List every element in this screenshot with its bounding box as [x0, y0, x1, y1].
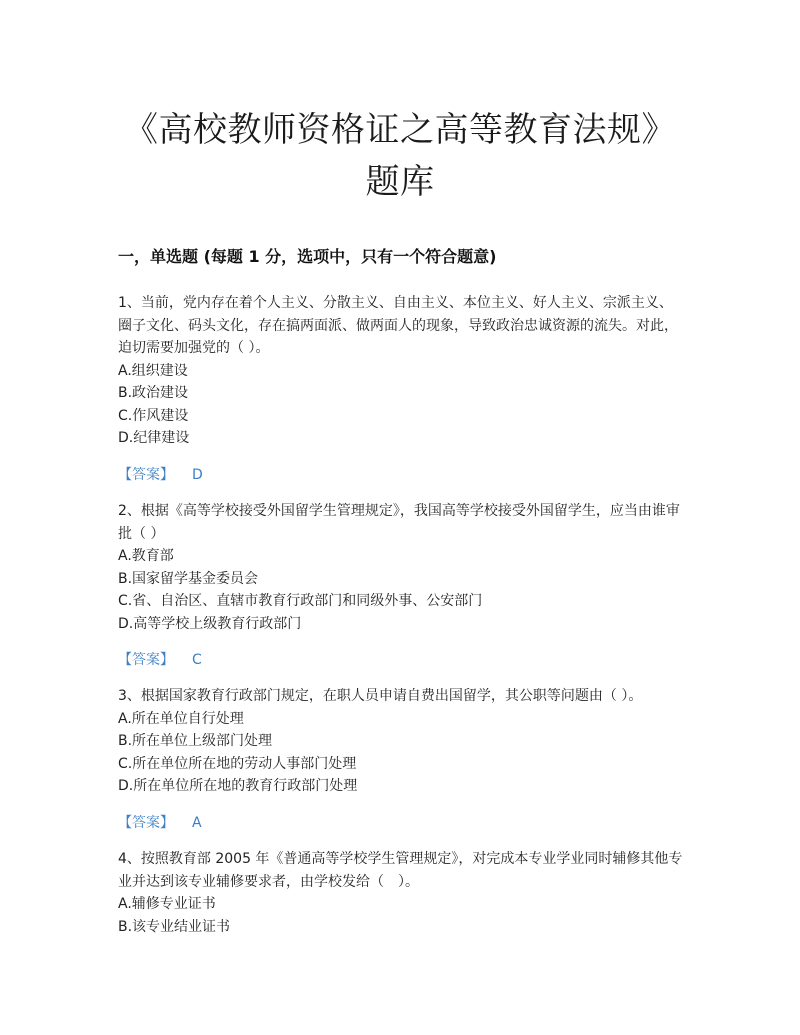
- question-text: 1、当前，党内存在着个人主义、分散主义、自由主义、本位主义、好人主义、宗派主义、圈子文化、码头文化，存在搞两面派、做两面人的现象，导致政治忠诚资源的流失。对此，迫切需要加强党的（ ）。: [118, 295, 678, 356]
- option-a: A.组织建设: [118, 362, 188, 379]
- option-b: B.政治建设: [118, 385, 189, 401]
- answer-2: [118, 649, 202, 671]
- question-2: [118, 500, 686, 635]
- question-text: 4、按照教育部 2005 年《普通高等学校学生管理规定》，对完成本专业学业同时辅修其他专业并达到该专业辅修要求者，由学校发给（ ）。: [118, 851, 683, 890]
- document-title-line1: 《高校教师资格证之高等教育法规》: [124, 110, 676, 150]
- question-text: 3、根据国家教育行政部门规定，在职人员申请自费出国留学，其公职等问题由（ ）。: [118, 688, 643, 704]
- answer-label: 【答案】: [118, 652, 174, 668]
- answer-3: [118, 812, 202, 834]
- question-1: [118, 292, 686, 450]
- option-d: D.所在单位所在地的教育行政部门处理: [118, 778, 358, 794]
- option-d: D.高等学校上级教育行政部门: [118, 615, 302, 632]
- answer-1: [118, 464, 203, 486]
- option-a: A.辅修专业证书: [118, 896, 216, 912]
- option-d: D.纪律建设: [118, 430, 190, 446]
- document-title-line2: 题库: [365, 162, 435, 202]
- option-b: B.该专业结业证书: [118, 918, 231, 935]
- question-4: [118, 848, 686, 938]
- question-3: [118, 685, 686, 798]
- option-c: C.作风建设: [118, 407, 189, 424]
- answer-value: C: [192, 652, 202, 668]
- answer-label: 【答案】: [118, 467, 174, 483]
- answer-value: A: [192, 815, 202, 831]
- option-a: A.教育部: [118, 548, 174, 564]
- option-c: C.所在单位所在地的劳动人事部门处理: [118, 755, 357, 772]
- option-c: C.省、自治区、直辖市教育行政部门和同级外事、公安部门: [118, 593, 483, 609]
- option-b: B.所在单位上级部门处理: [118, 733, 273, 749]
- answer-label: 【答案】: [118, 815, 174, 831]
- option-a: A.所在单位自行处理: [118, 710, 244, 727]
- section-heading: 一，单选题 (每题 1 分，选项中，只有一个符合题意): [118, 247, 497, 266]
- option-b: B.国家留学基金委员会: [118, 570, 259, 587]
- answer-value: D: [192, 467, 203, 483]
- question-text: 2、根据《高等学校接受外国留学生管理规定》，我国高等学校接受外国留学生，应当由谁审批（ ）: [118, 503, 680, 542]
